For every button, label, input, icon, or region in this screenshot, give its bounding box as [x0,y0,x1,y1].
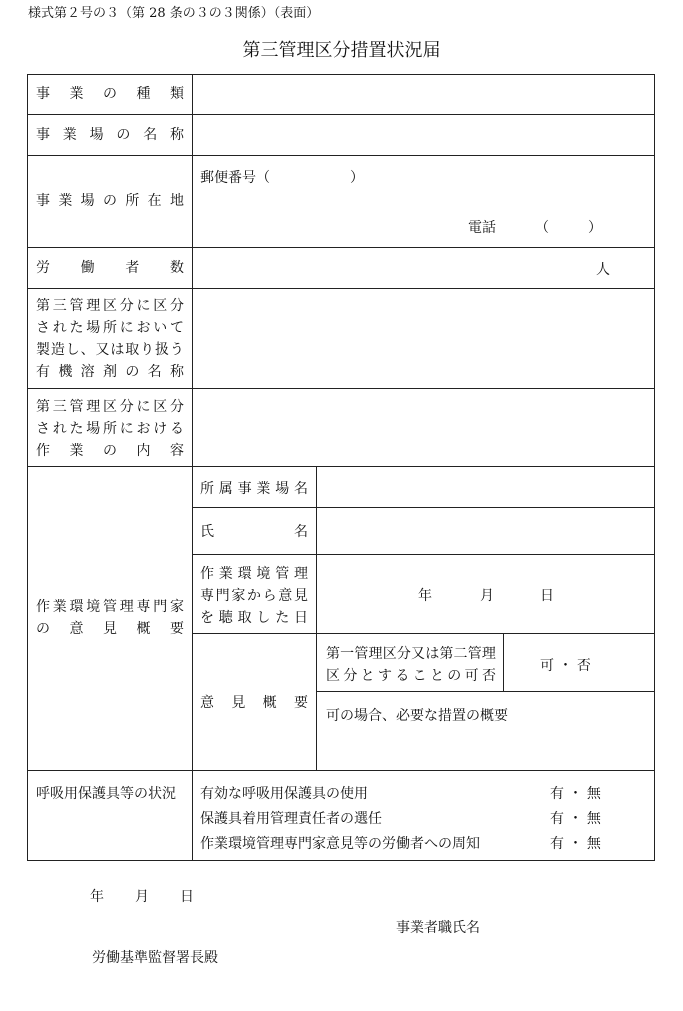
footer-year: 年 [90,889,104,905]
column-divider [316,466,317,770]
page-title: 第三管理区分措置状況届 [242,40,441,61]
phone-paren-close: ） [588,220,602,236]
label-affiliation: 所 属 事 業 場 名 [200,481,308,497]
phone-paren-open: （ [535,220,549,236]
label-work-content: 第 三 管 理 区 分 に 区 分 さ れ た 場 所 に お け る 作 業 の 内 容 [36,399,184,459]
label-business-type: 事 業 の 種 類 [36,86,184,102]
row-divider [27,247,655,248]
label-expert-opinion: 作 業 環 境 管 理 専 門 家 の 意 見 概 要 [36,599,184,637]
respirator-item-label: 有効な呼吸用保護具の使用 [200,786,368,802]
respirator-item-label: 作業環境管理専門家意見等の労働者への周知 [200,836,480,852]
row-divider [27,288,655,289]
label-respirator-status: 呼吸用保護具等の状況 [36,786,176,802]
postal-code-close: ） [350,170,364,186]
label-workplace-address: 事 業 場 の 所 在 地 [36,193,184,209]
respirator-item-choice[interactable]: 有 ・ 無 [550,786,601,802]
label-workplace-name: 事 業 場 の 名 称 [36,127,184,143]
hearing-month: 月 [480,588,494,604]
hearing-year: 年 [418,588,432,604]
label-hearing-date: 作 業 環 境 管 理 専 門 家 か ら 意 見 を 聴 取 し た 日 [200,566,308,626]
form-identifier: 様式第２号の３（第 28 条の３の３関係）（表面） [28,6,320,21]
label-worker-count: 労 働 者 数 [36,260,184,276]
label-solvent-name: 第 三 管 理 区 分 に 区 分 さ れ た 場 所 に お い て 製 造 し 、 又 は 取 り 扱 う 有 機 溶 剤 の 名 称 [36,298,184,380]
footer-month: 月 [135,889,149,905]
column-divider [503,633,504,691]
row-divider [27,388,655,389]
postal-code-label: 郵便番号（ [200,170,270,186]
row-divider [27,770,655,771]
label-opinion-summary: 意 見 概 要 [200,695,308,711]
row-divider [192,633,655,634]
respirator-item-label: 保護具着用管理責任者の選任 [200,811,382,827]
row-divider [316,691,655,692]
row-divider [192,507,655,508]
hearing-day: 日 [540,588,554,604]
footer-day: 日 [180,889,194,905]
label-expert-name: 氏 名 [200,524,308,540]
label-measures-summary: 可の場合、必要な措置の概要 [326,708,508,724]
addressee-label: 労働基準監督署長殿 [92,950,218,966]
row-divider [27,114,655,115]
respirator-item-choice[interactable]: 有 ・ 無 [550,836,601,852]
respirator-item-choice[interactable]: 有 ・ 無 [550,811,601,827]
employer-name-label: 事業者職氏名 [396,920,480,936]
label-possibility: 第 一 管 理 区 分 又 は 第 二 管 理 区 分 と す る こ と の 可 否 [326,646,496,684]
row-divider [27,155,655,156]
column-divider [192,74,193,861]
possibility-choice[interactable]: 可 ・ 否 [540,658,591,674]
phone-label: 電話 [468,220,496,236]
worker-unit: 人 [596,262,610,278]
row-divider [192,554,655,555]
row-divider [27,466,655,467]
